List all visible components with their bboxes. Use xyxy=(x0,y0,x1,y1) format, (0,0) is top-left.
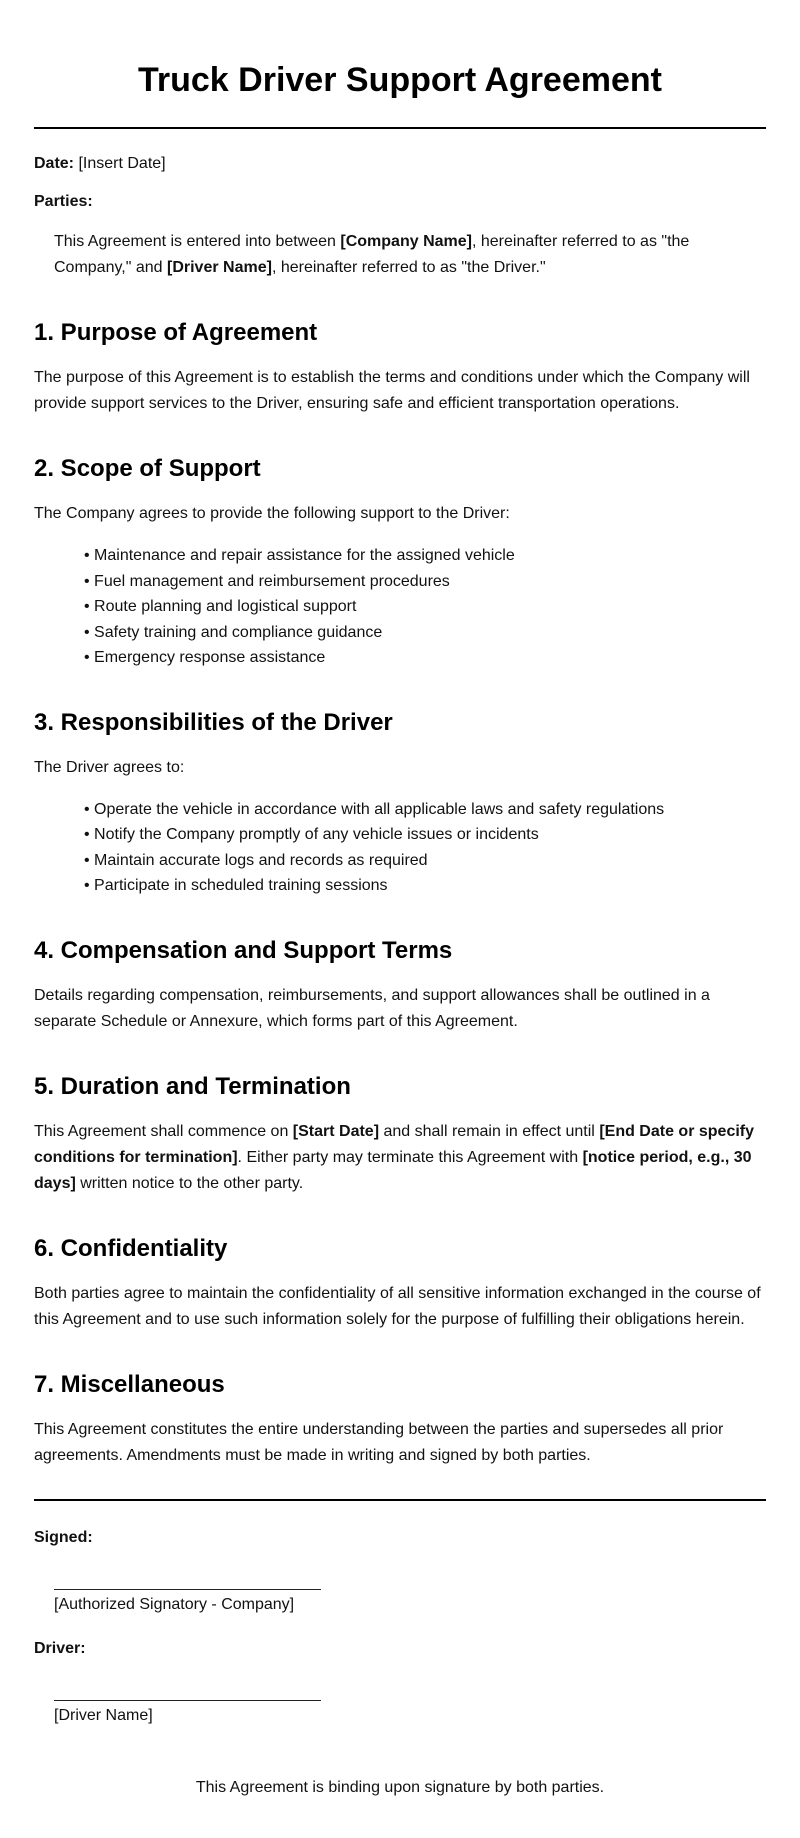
parties-text xyxy=(34,229,766,281)
list-item: • Emergency response assistance xyxy=(84,649,326,666)
signature-divider xyxy=(34,1499,766,1501)
section-heading-confidentiality: 6. Confidentiality xyxy=(34,1234,228,1262)
duration-text-part: and shall remain in effect until xyxy=(379,1122,600,1140)
section-heading-scope: 2. Scope of Support xyxy=(34,455,261,482)
parties-text-part: , hereinafter referred to as "the Driver." xyxy=(271,259,546,276)
duration-text-part: written notice to the other party. xyxy=(75,1174,304,1192)
driver-signatory-name: [Driver Name] xyxy=(54,1706,153,1724)
list-item: • Safety training and compliance guidance xyxy=(84,623,383,641)
date-label: Date: xyxy=(34,155,75,172)
company-signature-line xyxy=(54,1589,321,1590)
footer-note: This Agreement is binding upon signature by both parties. xyxy=(195,1778,605,1796)
section-heading-duration: 5. Duration and Termination xyxy=(34,1072,351,1100)
section-heading-purpose: 1. Purpose of Agreement xyxy=(34,319,318,346)
duration-text-part: This Agreement shall commence on xyxy=(34,1122,293,1140)
section-text-compensation: Details regarding compensation, reimbursements, and support allowances shall be outlined in a separate Schedule or Annexure, which forms part of this Agreement. xyxy=(34,986,710,1030)
document-title: Truck Driver Support Agreement xyxy=(138,61,662,99)
list-item: • Participate in scheduled training sessions xyxy=(84,877,388,894)
section-heading-compensation: 4. Compensation and Support Terms xyxy=(34,936,453,964)
section-text-confidentiality: Both parties agree to maintain the confidentiality of all sensitive information exchanged in the course of this Agreement and to use such information solely for the purpose of fulfilling their obligations herein. xyxy=(34,1284,761,1328)
company-signatory-name: [Authorized Signatory - Company] xyxy=(54,1595,295,1613)
responsibilities-list xyxy=(34,797,766,899)
parties-text-part: , hereinafter referred to as "the Company," and xyxy=(54,233,690,276)
section-heading-miscellaneous: 7. Miscellaneous xyxy=(34,1370,225,1398)
scope-list xyxy=(34,543,766,671)
section-text-duration xyxy=(34,1119,766,1197)
parties-label: Parties: xyxy=(34,193,93,210)
end-date-placeholder: [End Date or specify conditions for termination] xyxy=(34,1122,755,1166)
start-date-placeholder: [Start Date] xyxy=(292,1122,380,1140)
title-divider xyxy=(34,127,766,129)
list-item: • Maintenance and repair assistance for the assigned vehicle xyxy=(84,547,515,564)
section-intro-scope: The Company agrees to provide the following support to the Driver: xyxy=(34,505,510,522)
section-intro-responsibilities: The Driver agrees to: xyxy=(34,758,185,776)
driver-signature-line xyxy=(54,1700,321,1701)
list-item: • Maintain accurate logs and records as required xyxy=(84,851,428,869)
parties-text-part: This Agreement is entered into between xyxy=(54,233,341,250)
date-value: [Insert Date] xyxy=(78,155,166,172)
section-heading-responsibilities: 3. Responsibilities of the Driver xyxy=(34,708,393,736)
list-item: • Notify the Company promptly of any vehicle issues or incidents xyxy=(84,826,539,843)
company-name-placeholder: [Company Name] xyxy=(340,233,472,250)
driver-label: Driver: xyxy=(34,1639,86,1657)
duration-text-part: . Either party may terminate this Agreement with xyxy=(237,1148,583,1166)
driver-name-placeholder: [Driver Name] xyxy=(167,259,272,276)
signed-label: Signed: xyxy=(34,1528,93,1546)
list-item: • Operate the vehicle in accordance with all applicable laws and safety regulations xyxy=(84,800,665,818)
list-item: • Fuel management and reimbursement procedures xyxy=(84,572,450,590)
section-text-miscellaneous: This Agreement constitutes the entire understanding between the parties and supersedes all prior agreements. Amendments must be made in writing and signed by both parties. xyxy=(34,1420,724,1464)
section-text-purpose: The purpose of this Agreement is to establish the terms and conditions under which the Company will provide support services to the Driver, ensuring safe and efficient transportation operations. xyxy=(34,369,750,412)
notice-period-placeholder: [notice period, e.g., 30 days] xyxy=(34,1148,752,1192)
date-line xyxy=(34,151,766,177)
list-item: • Route planning and logistical support xyxy=(84,598,357,615)
